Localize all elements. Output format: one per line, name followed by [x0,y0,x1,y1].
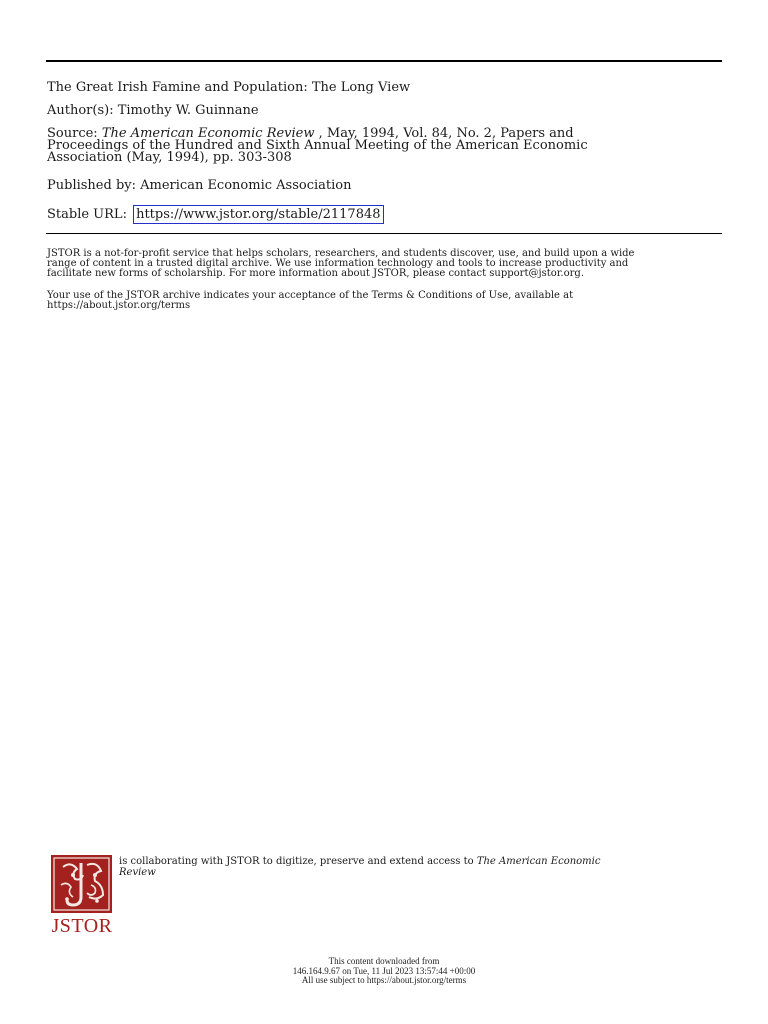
source-line-2: Proceedings of the Hundred and Sixth Annual Meeting of the American Economic [47,138,588,153]
article-authors: Author(s): Timothy W. Guinnane [47,103,259,118]
notice-line: JSTOR is a not-for-profit service that helps scholars, researchers, and students discover, use, and build upon a wide [47,248,635,259]
notice-line: facilitate new forms of scholarship. For more information about JSTOR, please contact support@jstor.org. [47,268,584,279]
notice-line: Your use of the JSTOR archive indicates your acceptance of the Terms & Conditions of Use, available at [47,290,574,301]
stable-url-row [47,205,384,224]
collaboration-statement [119,857,600,878]
top-rule [46,60,722,62]
article-source [47,128,727,164]
footer-line: 146.164.9.67 on Tue, 11 Jul 2023 13:57:44 +00:00 [292,965,476,976]
footer-line: This content downloaded from [328,956,440,966]
jstor-notice-paragraph [47,249,634,279]
notice-line: range of content in a trusted digital archive. We use information technology and tools to increase productivity and [47,258,629,269]
terms-url[interactable]: https://about.jstor.org/terms [47,300,191,311]
jstor-logo [49,855,113,937]
stable-url-label: Stable URL: [47,207,132,222]
source-prefix: Source: [47,126,102,141]
terms-notice-paragraph [47,291,573,311]
source-line-3: Association (May, 1994), pp. 303-308 [47,150,292,165]
jstor-wordmark: JSTOR [51,915,113,937]
source-line-1-rest: , May, 1994, Vol. 84, No. 2, Papers and [314,126,574,141]
stable-url-link[interactable]: https://www.jstor.org/stable/2117848 [133,205,383,224]
footer-line: All use subject to https://about.jstor.org/terms [301,975,467,985]
divider-rule [46,233,722,234]
collaboration-text: is collaborating with JSTOR to digitize, preserve and extend access to [119,856,477,867]
collaboration-journal: The American Economic [476,856,601,867]
journal-name: The American Economic Review [101,126,315,141]
download-footer [0,957,768,986]
jstor-emblem-icon [51,855,112,913]
article-title: The Great Irish Famine and Population: The Long View [47,80,411,95]
collaboration-journal-cont: Review [119,866,156,878]
publisher: Published by: American Economic Association [47,178,352,193]
